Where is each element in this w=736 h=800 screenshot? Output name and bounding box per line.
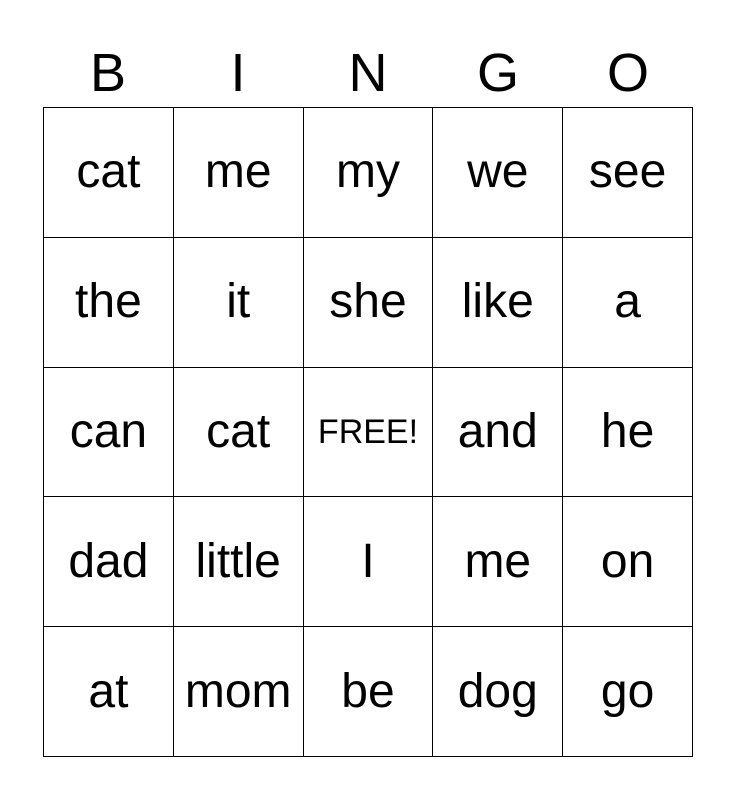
bingo-cell-r3-c5[interactable]: he (563, 368, 693, 498)
bingo-cell-r3-c1[interactable]: can (44, 368, 174, 498)
bingo-cell-r5-c1[interactable]: at (44, 627, 174, 757)
bingo-cell-r1-c2[interactable]: me (174, 108, 304, 238)
bingo-cell-r3-c2[interactable]: cat (174, 368, 304, 498)
bingo-cell-r1-c1[interactable]: cat (44, 108, 174, 238)
bingo-cell-r4-c1[interactable]: dad (44, 497, 174, 627)
bingo-cell-r5-c2[interactable]: mom (174, 627, 304, 757)
free-space-cell[interactable]: FREE! (304, 368, 434, 498)
bingo-cell-r1-c4[interactable]: we (433, 108, 563, 238)
bingo-cell-r1-c3[interactable]: my (304, 108, 434, 238)
header-letter-g: G (476, 43, 519, 103)
bingo-cell-r4-c3[interactable]: I (304, 497, 434, 627)
bingo-cell-r2-c5[interactable]: a (563, 238, 693, 368)
header-letter-n: N (348, 43, 388, 103)
header-letter-o: O (606, 43, 649, 103)
bingo-cell-r4-c4[interactable]: me (433, 497, 563, 627)
bingo-header (43, 40, 693, 106)
header-letter-b: B (89, 43, 127, 103)
header-letter-i: I (230, 43, 246, 103)
bingo-cell-r1-c5[interactable]: see (563, 108, 693, 238)
bingo-cell-r3-c4[interactable]: and (433, 368, 563, 498)
bingo-cell-r2-c3[interactable]: she (304, 238, 434, 368)
bingo-cell-r4-c2[interactable]: little (174, 497, 304, 627)
bingo-cell-r5-c4[interactable]: dog (433, 627, 563, 757)
bingo-cell-r5-c3[interactable]: be (304, 627, 434, 757)
bingo-cell-r4-c5[interactable]: on (563, 497, 693, 627)
bingo-cell-r2-c2[interactable]: it (174, 238, 304, 368)
bingo-board (43, 107, 693, 757)
bingo-cell-r2-c4[interactable]: like (433, 238, 563, 368)
bingo-cell-r5-c5[interactable]: go (563, 627, 693, 757)
bingo-cell-r2-c1[interactable]: the (44, 238, 174, 368)
